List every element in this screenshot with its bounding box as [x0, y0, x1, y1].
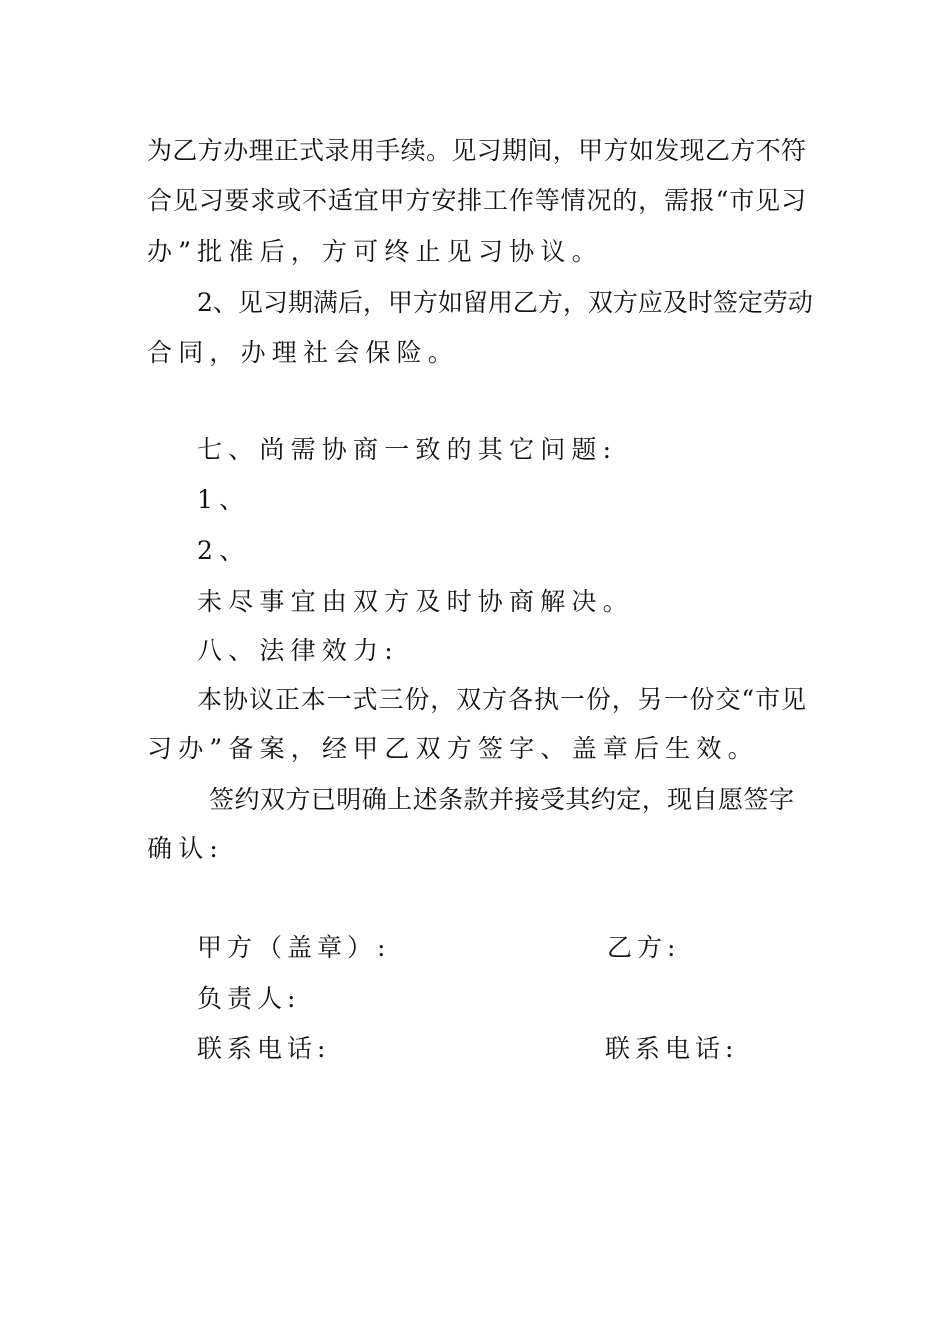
party-a-seal-label: 甲方（盖章）:	[197, 933, 391, 962]
body-line-3: 办”批准后，方可终止见习协议。	[147, 237, 603, 266]
body-line-confirm-1: 签约双方已明确上述条款并接受其约定，现自愿签字	[209, 785, 794, 814]
body-line-2: 合见习要求或不适宜甲方安排工作等情况的，需报“市见习	[147, 186, 806, 215]
item-1: 1、	[197, 485, 251, 514]
body-line-unresolved: 未尽事宜由双方及时协商解决。	[197, 587, 634, 616]
section-heading-7: 七、尚需协商一致的其它问题:	[197, 435, 618, 464]
item-2: 2、	[197, 536, 251, 565]
party-b-label: 乙方:	[607, 933, 681, 962]
body-line-confirm-2: 确认:	[147, 834, 225, 863]
body-line-legal-2: 习办”备案，经甲乙双方签字、盖章后生效。	[147, 734, 759, 763]
body-line-legal-1: 本协议正本一式三份，双方各执一份，另一份交“市见	[197, 685, 806, 714]
body-line-5: 合同，办理社会保险。	[147, 338, 460, 367]
body-line-4: 2、见习期满后，甲方如留用乙方，双方应及时签定劳动	[197, 288, 813, 317]
body-line-1: 为乙方办理正式录用手续。见习期间，甲方如发现乙方不符	[147, 136, 806, 165]
section-heading-8: 八、法律效力:	[197, 636, 399, 665]
party-a-phone-label: 联系电话:	[197, 1034, 331, 1063]
party-b-phone-label: 联系电话:	[605, 1034, 739, 1063]
responsible-person-label: 负责人:	[197, 984, 301, 1013]
